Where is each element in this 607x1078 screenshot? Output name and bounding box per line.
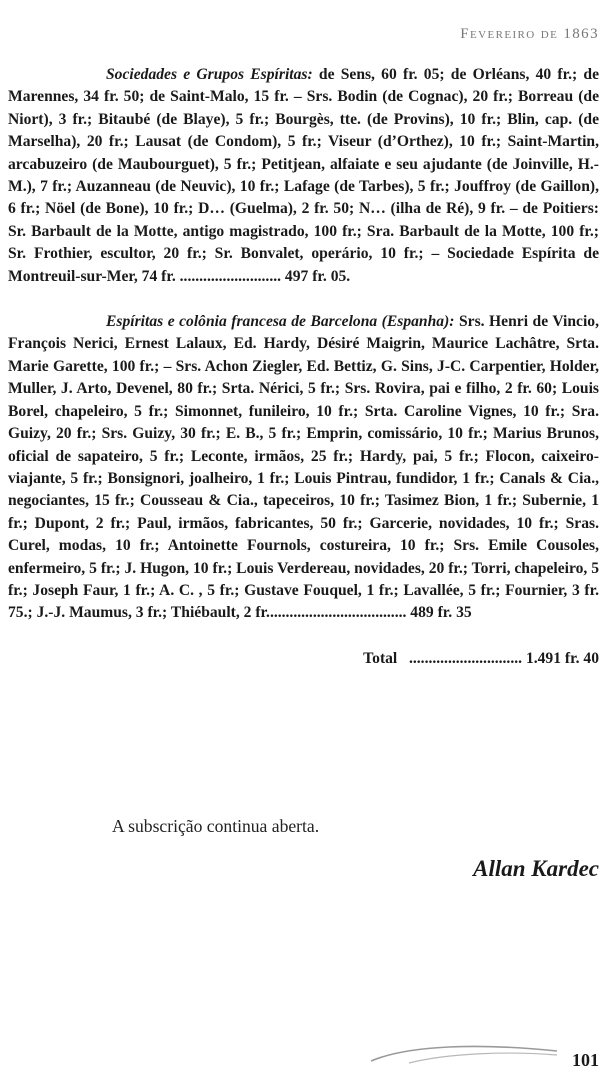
total-amount: 1.491 fr. 40 (525, 649, 599, 667)
closing-note: A subscrição continua aberta. (112, 816, 320, 836)
total-line (8, 648, 599, 670)
donation-section (8, 64, 599, 288)
section-heading: Espíritas e colônia francesa de Barcelona (Espanha): (106, 313, 455, 331)
running-header: Fevereiro de 1863 (460, 26, 599, 42)
section-text: Srs. Henri de Vincio, François Nerici, Ernest Lalaux, Ed. Hardy, Désiré Maigrin, Maurice Lachâtre, Srta. Marie Garette, 100 fr.; – Srs. Achon Ziegler, Ed. Bettiz, G. Sins, J-C. Carpentier, Holder, Muller, J. Arto, Devenel, 80 fr.; Srta. Nérici, 5 fr.; Srs. Rovira, pai e filho, 2 fr. 60; Louis Borel, chapeleiro, 5 fr.; Simonnet, funileiro, 10 fr.; Srta. Caroline Vignes, 10 fr.; Sra. Guizy, 20 fr.; Srs. Guizy, 30 fr.; E. B., 5 fr.; Emprin, comissário, 10 fr.; Marius Brunos, oficial de sapateiro, 5 fr.; Leconte, irmãos, 25 fr.; Hardy, pai, 5 fr.; Flocon, caixeiro-viajante, 5 fr.; Bonsignori, joalheiro, 1 fr.; Louis Pintrau, fundidor, 1 fr.; Canals & Cia., negociantes, 15 fr.; Cousseau & Cia., tapeceiros, 10 fr.; Tasimez Bion, 1 fr.; Subernie, 1 fr.; Dupont, 2 fr.; Paul, irmãos, fabricantes, 50 fr.; Garcerie, novidades, 10 fr.; Sras. Curel, modas, 10 fr.; Antoinette Fournols, costureira, 10 fr.; Srs. Emile Cousoles, enfermeiro, 5 fr.; J. Hugon, 10 fr.; Louis Verdereau, novidades, 20 fr.; Torri, chapeleiro, 5 fr.; Joseph Faur, 1 fr.; A. C. , 5 fr.; Gustave Fouquel, 1 fr.; Lavallée, 5 fr.; Fournier, 3 fr. 75.; J.-J. Maumus, 3 fr.; Thiébault, 2 fr. (8, 313, 599, 622)
section-amount: 489 fr. 35 (410, 604, 472, 622)
total-label: Total (363, 649, 398, 667)
dot-leader: ................................... (269, 604, 407, 622)
page-number: 101 (572, 1050, 599, 1070)
page-ornament-swoosh (369, 1041, 559, 1067)
document-body (8, 64, 599, 670)
section-text: de Sens, 60 fr. 05; de Orléans, 40 fr.; de Marennes, 34 fr. 50; de Saint-Malo, 15 fr. – Srs. Bodin (de Cognac), 20 fr.; Borreau (de Niort), 3 fr.; Bitaubé (de Blaye), 5 fr.; Bourgès, tte. (de Provins), 10 fr.; Blin, cap. (de Marselha), 20 fr.; Lausat (de Condom), 5 fr.; Viseur (d’Orthez), 10 fr.; Saint-Martin, arcabuzeiro (de Maubourguet), 5 fr.; Petitjean, alfaiate e seu ajudante (de Joinville, H.-M.), 7 fr.; Auzanneau (de Neuvic), 10 fr.; Lafage (de Tarbes), 5 fr.; Jouffroy (de Gaillon), 6 fr.; Nöel (de Bone), 10 fr.; D… (Guelma), 2 fr. 50; N… (ilha de Ré), 9 fr. – de Poitiers: Sr. Barbault de la Motte, antigo magistrado, 100 fr.; Sra. Barbault de la Motte, 100 fr.; Sr. Frothier, escultor, 20 fr.; Sr. Bonvalet, operário, 10 fr.; – Sociedade Espírita de Montreuil-sur-Mer, 74 fr. (8, 66, 599, 285)
donation-section (8, 311, 599, 625)
total-dot-leader: ............................. (408, 649, 523, 667)
section-amount: 497 fr. 05. (284, 267, 351, 285)
section-heading: Sociedades e Grupos Espíritas: (106, 66, 313, 83)
signature: Allan Kardec (473, 856, 599, 881)
dot-leader: .......................... (179, 267, 282, 285)
